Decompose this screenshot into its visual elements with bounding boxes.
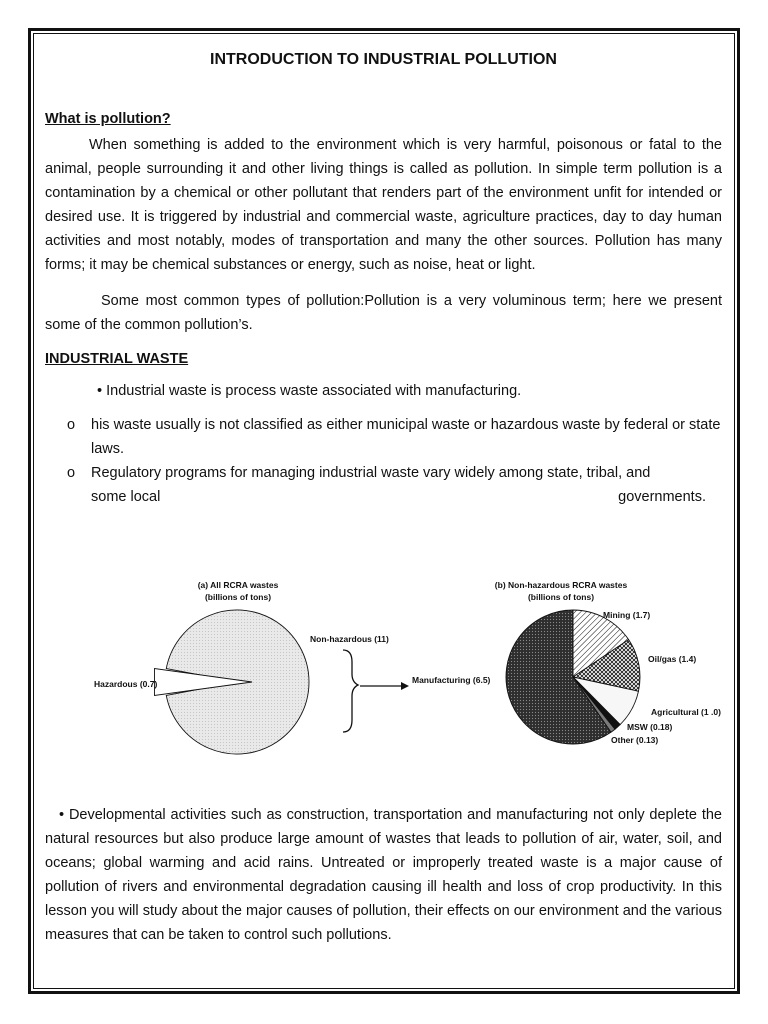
bullet-text: Industrial waste is process waste associated with manufacturing. bbox=[106, 383, 522, 399]
paragraph-definition: When something is added to the environment which is very harmful, poisonous or fatal to the animal, people surrounding it and other living things is called as pollution. In simple term pollution is a contamination by a chemical or other pollutant that renders part of the environment unfit for intended or desired use. It is triggered by industrial and commercial waste, agriculture practices, day to day human activities and most notably, modes of transportation and many the other sources. Pollution has many forms; it may be chemical substances or energy, such as noise, heat or light. bbox=[45, 137, 722, 273]
sub-list-text: governments. bbox=[618, 489, 706, 505]
section-heading-pollution: What is pollution? bbox=[45, 111, 171, 127]
chart-b-label-other: Other (0.13) bbox=[611, 735, 659, 745]
chart-a-label-nonhazardous: Non-hazardous (11) bbox=[310, 634, 389, 644]
sub-list-text: Regulatory programs for managing industrial waste vary widely among state, tribal, and bbox=[91, 465, 651, 481]
chart-b-label-msw: MSW (0.18) bbox=[627, 722, 673, 732]
sub-bullet-marker: o bbox=[67, 465, 76, 481]
chart-b-label-mining: Mining (1.7) bbox=[603, 610, 651, 620]
chart-b-label-agricultural: Agricultural (1 .0) bbox=[651, 707, 721, 717]
closing-section bbox=[45, 803, 722, 947]
chart-b-subtitle: (billions of tons) bbox=[527, 592, 595, 602]
sub-list-text: some local bbox=[91, 489, 161, 505]
bullet-marker: • bbox=[59, 807, 65, 823]
chart-b-pie bbox=[506, 610, 640, 744]
rcra-waste-figure bbox=[0, 570, 768, 810]
chart-b-label-oilgas: Oil/gas (1.4) bbox=[648, 654, 697, 664]
chart-a-pie bbox=[154, 610, 309, 754]
document-body bbox=[45, 48, 722, 509]
chart-b-title: (b) Non-hazardous RCRA wastes bbox=[494, 580, 628, 590]
page-title: INTRODUCTION TO INDUSTRIAL POLLUTION bbox=[210, 51, 557, 68]
sub-list-text: his waste usually is not classified as either municipal waste or hazardous waste by federal or state laws. bbox=[91, 417, 721, 457]
bullet-marker: • bbox=[97, 383, 103, 399]
chart-a-label-hazardous: Hazardous (0.7) bbox=[94, 679, 158, 689]
chart-a-subtitle: (billions of tons) bbox=[204, 592, 272, 602]
sub-list-item bbox=[45, 413, 722, 461]
chart-b-label-manufacturing: Manufacturing (6.5) bbox=[412, 675, 491, 685]
sub-bullet-marker: o bbox=[67, 417, 76, 433]
arrow-head bbox=[401, 682, 409, 690]
brace bbox=[343, 650, 358, 732]
paragraph-types: Some most common types of pollution:Pollution is a very voluminous term; here we present some of the common pollution’s. bbox=[45, 293, 722, 333]
sub-list-item bbox=[45, 461, 722, 509]
bullet-item bbox=[97, 379, 722, 403]
section-heading-industrial-waste: INDUSTRIAL WASTE bbox=[45, 351, 189, 367]
paragraph-developmental-text: Developmental activities such as construction, transportation and manufacturing not only deplete the natural resources but also produce large amount of wastes that leads to pollution of air, water, soil, and oceans; global warming and acid rains. Untreated or improperly treated waste is a major cause of pollution of rivers and environmental degradation causing ill health and loss of crop productivity. In this lesson you will study about the major causes of pollution, their effects on our environment and the various measures that can be taken to control such pollutions. bbox=[45, 807, 723, 943]
sub-list-text-line bbox=[91, 485, 722, 509]
chart-a-title: (a) All RCRA wastes bbox=[197, 580, 279, 590]
paragraph-developmental bbox=[45, 803, 722, 947]
